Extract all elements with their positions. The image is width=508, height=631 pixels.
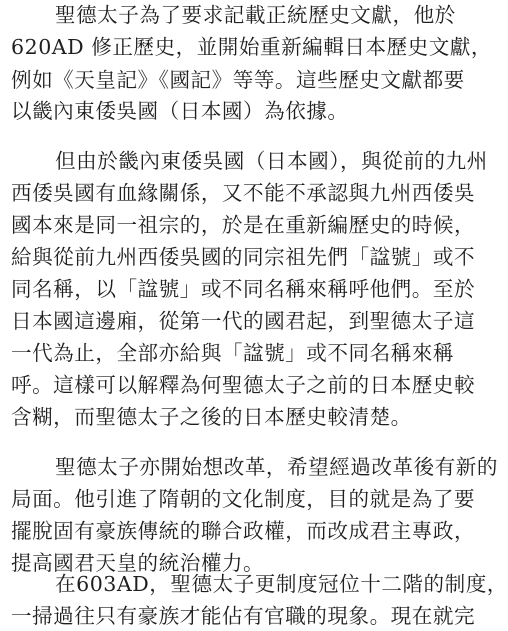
paragraph-1-line-3: 例如《天皇記》《國記》等等。這些歷史文獻都要 — [11, 68, 465, 92]
paragraph-2-line-1: 但由於畿內東倭吳國（日本國），與從前的九州 — [55, 149, 488, 173]
paragraph-1-line-1: 聖德太子為了要求記載正統歷史文獻，他於 — [55, 3, 456, 27]
paragraph-2-line-7: 一代為止，全部亦給與「諡號」或不同名稱來稱 — [11, 341, 454, 365]
paragraph-2-line-8: 呼。這樣可以解釋為何聖德太子之前的日本歷史較 — [11, 373, 476, 397]
paragraph-2-line-2: 西倭吳國有血緣關係，又不能不承認與九州西倭吳 — [11, 181, 476, 205]
paragraph-1-line-4: 以畿內東倭吳國（日本國）為依據。 — [11, 99, 349, 123]
paragraph-3-line-3: 擺脫固有豪族傳統的聯合政權，而改成君主專政， — [11, 519, 476, 543]
paragraph-4-line-1: 在603AD，聖德太子更制度冠位十二階的制度， — [55, 572, 508, 596]
paragraph-1-line-2: 620AD 修正歷史，並開始重新編輯日本歷史文獻， — [11, 35, 493, 59]
paragraph-2-line-6: 日本國這邊廂，從第一代的國君起，到聖德太子這 — [11, 309, 476, 333]
paragraph-2-line-9: 含糊，而聖德太子之後的日本歷史較清楚。 — [11, 405, 412, 429]
paragraph-4-line-2: 一掃過往只有豪族才能佔有官職的現象。現在就完 — [11, 604, 476, 628]
paragraph-3-line-4: 提高國君天皇的統治權力。 — [11, 551, 265, 575]
paragraph-3-line-2: 局面。他引進了隋朝的文化制度，目的就是為了要 — [11, 487, 476, 511]
paragraph-2-line-3: 國本來是同一祖宗的，於是在重新編歷史的時候， — [11, 213, 476, 237]
paragraph-3-line-1: 聖德太子亦開始想改革，希望經過改革後有新的 — [55, 455, 498, 479]
paragraph-2-line-4: 給與從前九州西倭吳國的同宗祖先們「諡號」或不 — [11, 245, 476, 269]
paragraph-2-line-5: 同名稱，以「諡號」或不同名稱來稱呼他們。至於 — [11, 277, 476, 301]
